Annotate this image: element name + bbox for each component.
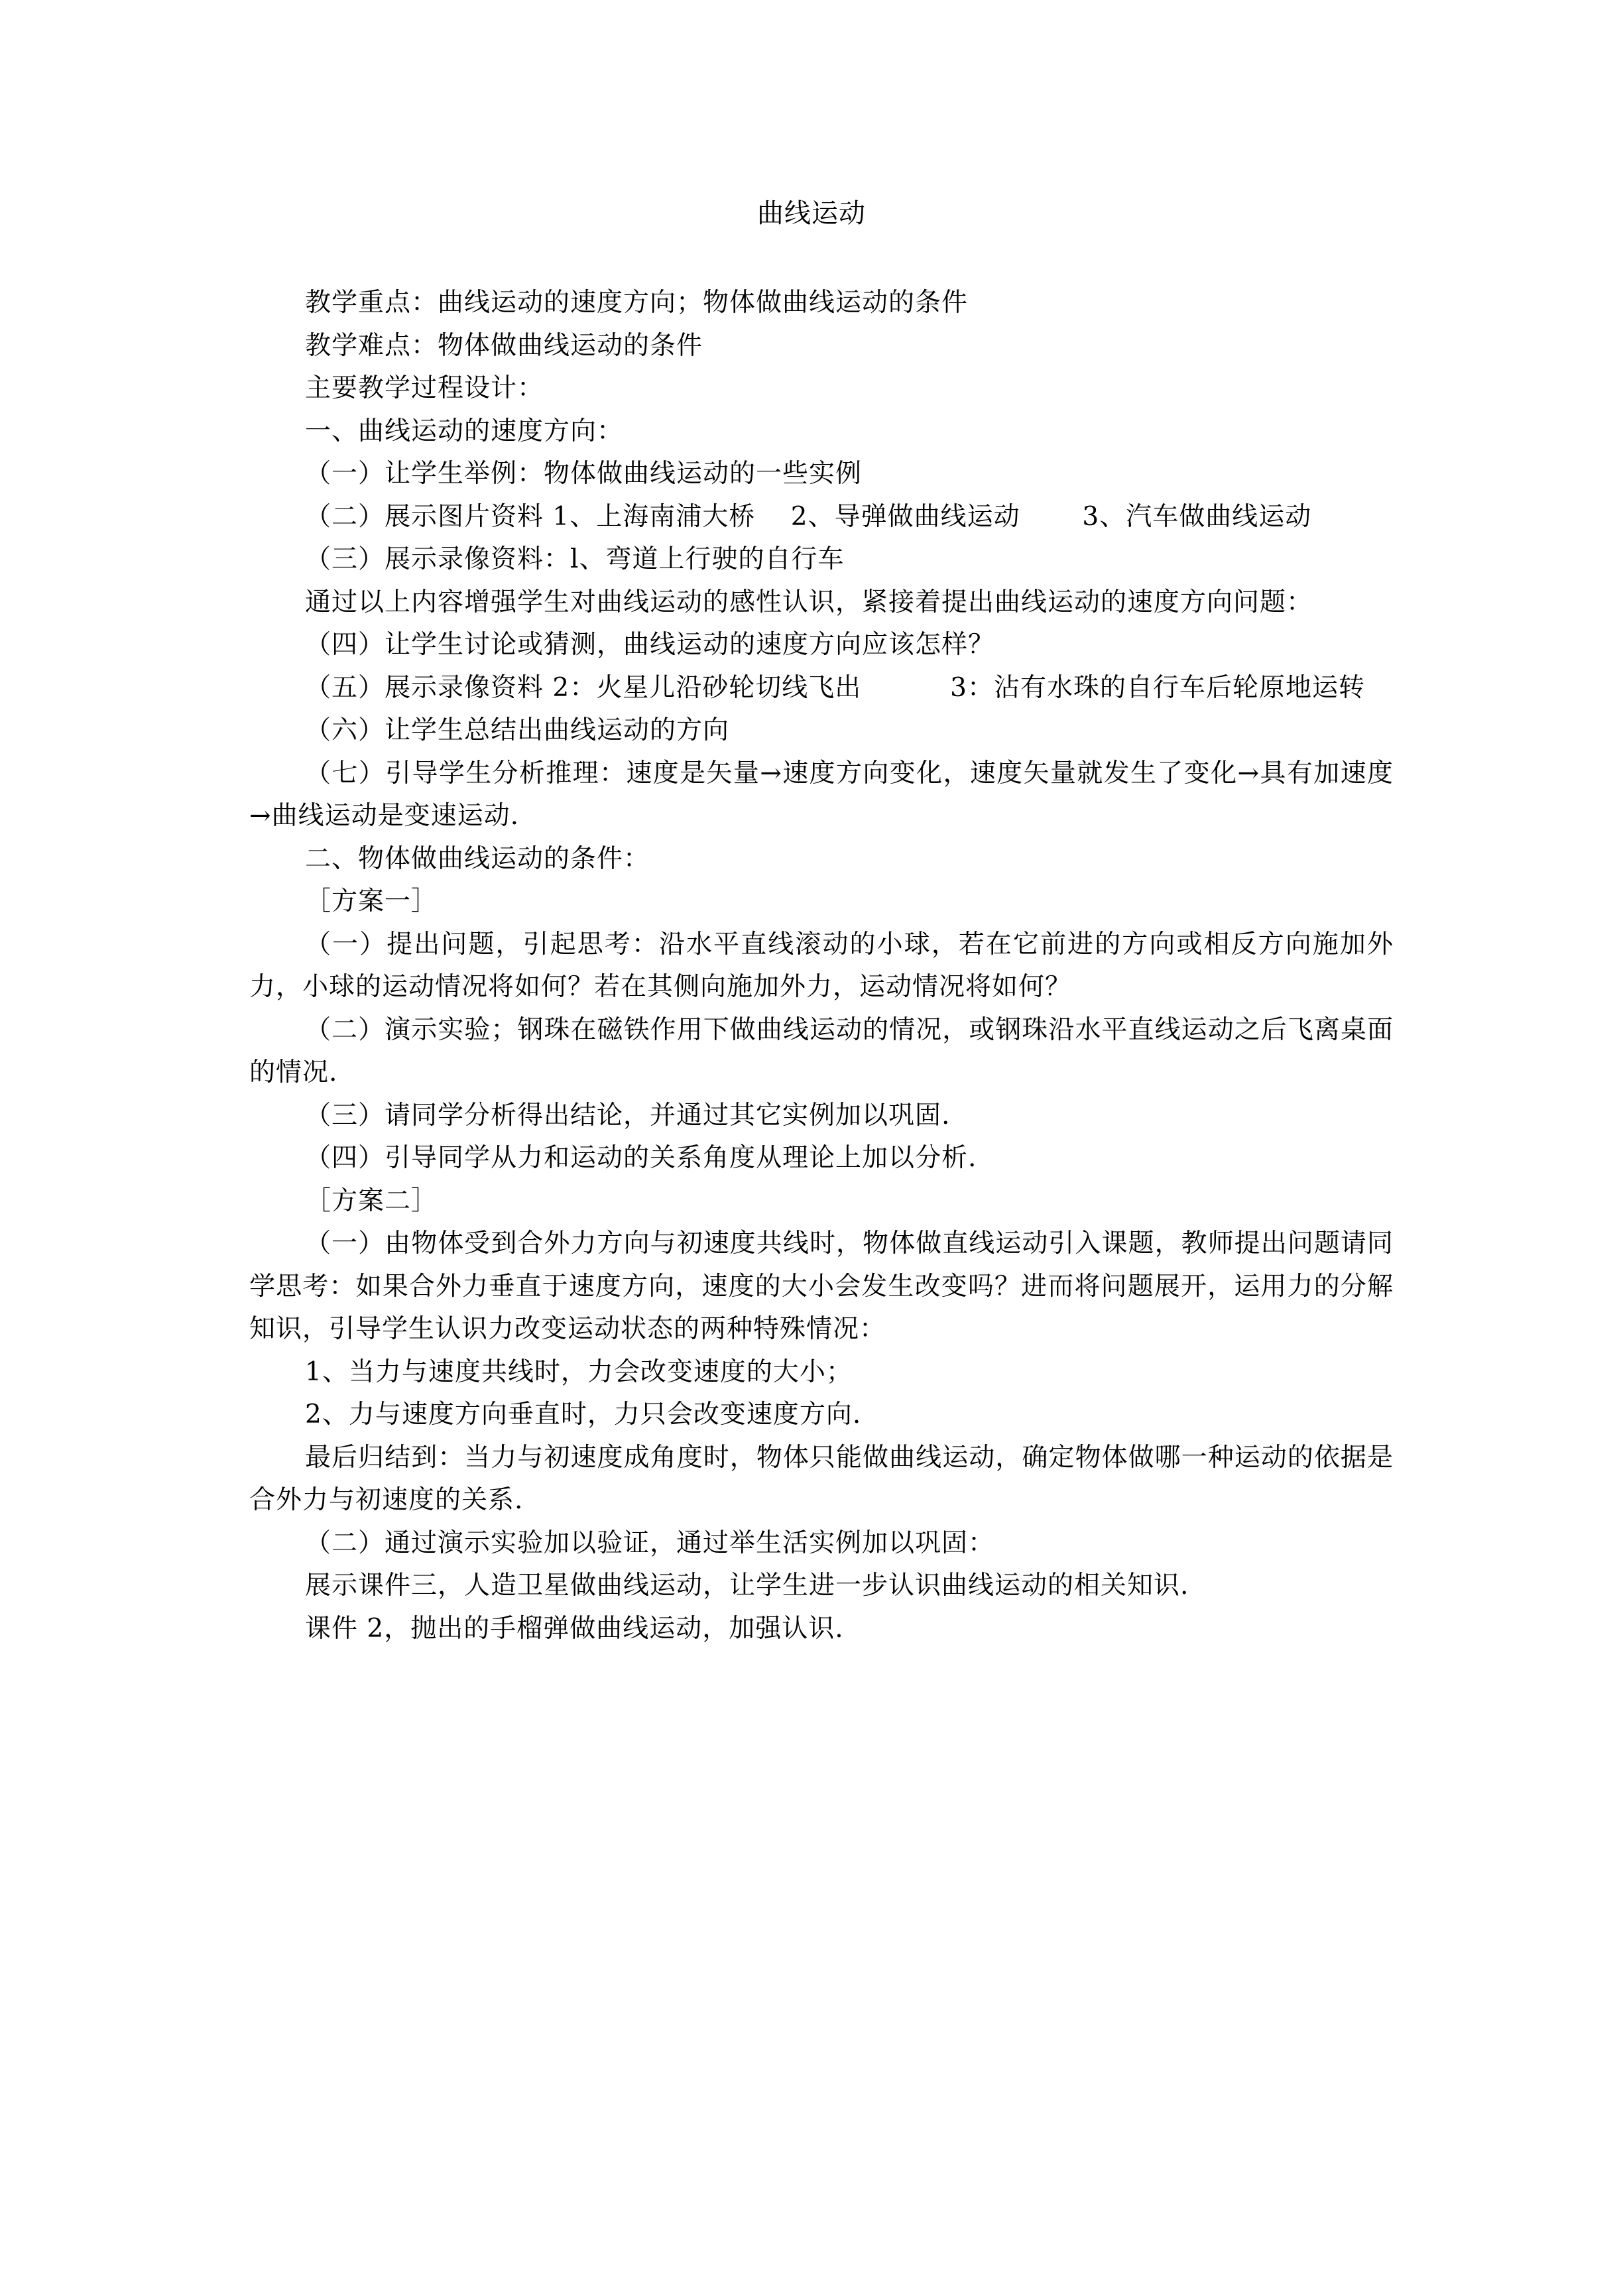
- paragraph-item: （三）展示录像资料：l、弯道上行驶的自行车: [305, 544, 845, 574]
- paragraph-difficult-points: 教学难点：物体做曲线运动的条件: [305, 330, 703, 361]
- paragraph-item: （一）提出问题，引起思考：沿水平直线滚动的小球，若在它前进的方向或相反方向施加外力，小球的运动情况将如何？若在其侧向施加外力，运动情况将如何？: [249, 929, 1394, 1002]
- document-title: 曲线运动: [757, 198, 866, 229]
- paragraph-item: 课件 2，抛出的手榴弹做曲线运动，加强认识.: [305, 1613, 844, 1644]
- paragraph-item: （六）让学生总结出曲线运动的方向: [305, 715, 730, 745]
- paragraph-item: （四）引导同学从力和运动的关系角度从理论上加以分析.: [305, 1143, 977, 1173]
- paragraph-item: （二）通过演示实验加以验证，通过举生活实例加以巩固：: [305, 1528, 995, 1558]
- paragraph-item: （二）展示图片资料 1、上海南浦大桥 2、导弹做曲线运动 3、汽车做曲线运动: [305, 501, 1312, 532]
- document-body: [249, 282, 1394, 1650]
- paragraph-item: 最后归结到：当力与初速度成角度时，物体只能做曲线运动，确定物体做哪一种运动的依据是合外力与初速度的关系.: [249, 1442, 1394, 1515]
- paragraph-process-heading: 主要教学过程设计：: [305, 373, 544, 403]
- paragraph-item: 2、力与速度方向垂直时，力只会改变速度方向.: [305, 1400, 862, 1429]
- paragraph-item: 通过以上内容增强学生对曲线运动的感性认识，紧接着提出曲线运动的速度方向问题：: [305, 587, 1313, 617]
- paragraph-item: （五）展示录像资料 2：火星儿沿砂轮切线飞出 3：沾有水珠的自行车后轮原地运转: [305, 672, 1365, 703]
- paragraph-key-points: 教学重点：曲线运动的速度方向；物体做曲线运动的条件: [305, 288, 969, 318]
- paragraph-item: （四）让学生讨论或猜测，曲线运动的速度方向应该怎样？: [305, 630, 995, 660]
- paragraph-item: （一）让学生举例：物体做曲线运动的一些实例: [305, 459, 863, 489]
- paragraph-item: 1、当力与速度共线时，力会改变速度的大小；: [305, 1357, 853, 1387]
- section-heading-velocity-direction: 一、曲线运动的速度方向：: [305, 416, 624, 446]
- paragraph-item: （七）引导学生分析推理：速度是矢量→速度方向变化，速度矢量就发生了变化→具有加速度→曲线运动是变速运动.: [249, 758, 1394, 831]
- paragraph-item: （一）由物体受到合外力方向与初速度共线时，物体做直线运动引入课题，教师提出问题请同学思考：如果合外力垂直于速度方向，速度的大小会发生改变吗？进而将问题展开，运用力的分解知识，引导学生认识力改变运动状态的两种特殊情况：: [249, 1229, 1394, 1344]
- plan-one-heading: ［方案一］: [305, 886, 438, 916]
- paragraph-item: （二）演示实验；钢珠在磁铁作用下做曲线运动的情况，或钢珠沿水平直线运动之后飞离桌面的情况.: [249, 1014, 1394, 1087]
- paragraph-item: （三）请同学分析得出结论，并通过其它实例加以巩固.: [305, 1100, 951, 1130]
- section-heading-conditions: 二、物体做曲线运动的条件：: [305, 843, 650, 874]
- plan-two-heading: ［方案二］: [305, 1185, 438, 1216]
- paragraph-item: 展示课件三，人造卫星做曲线运动，让学生进一步认识曲线运动的相关知识.: [305, 1571, 1189, 1601]
